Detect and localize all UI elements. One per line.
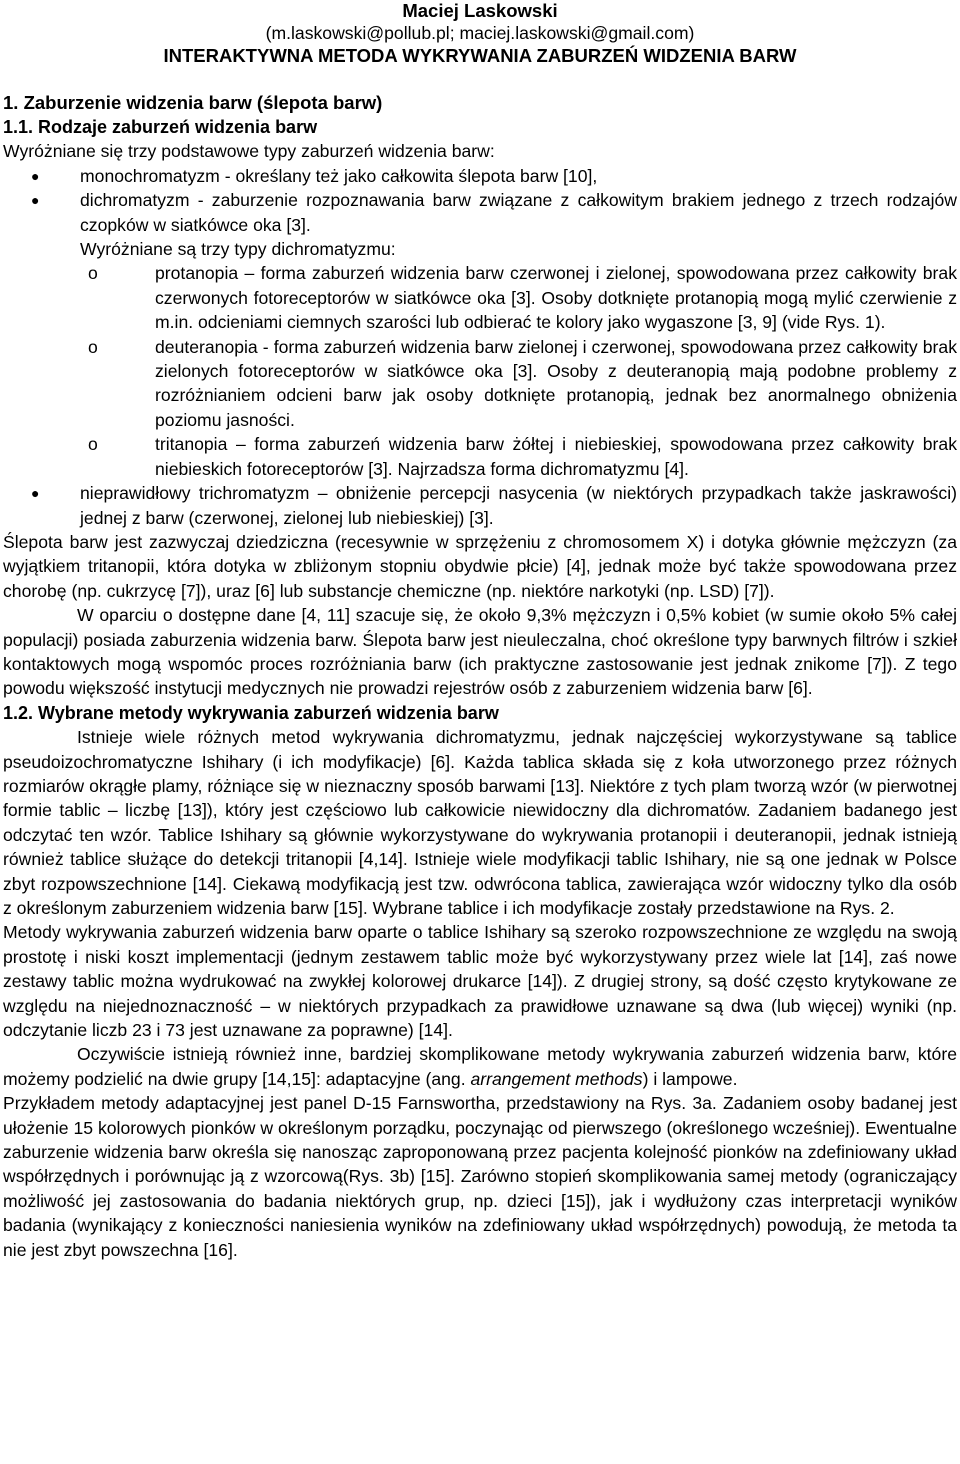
sub-list-item-text: deuteranopia - forma zaburzeń widzenia barw zielonej i czerwonej, spowodowana przez całkowity brak zielonych fotoreceptorów w siatkówce oka [3]. Osoby z deuteranopią mają podobne problemy z rozróżnianiem odcieni barw jak osoby dotknięte protanopią, jednak bez anormalnego obniżenia poziomu jasności. [155, 336, 957, 430]
list-item [3, 188, 957, 481]
bullet-icon: ● [31, 192, 40, 209]
paragraph [3, 1042, 957, 1091]
paragraph: W oparciu o dostępne dane [4, 11] szacuje się, że około 9,3% mężczyzn i 0,5% kobiet (w sumie około 5% całej populacji) posiada zaburzenia widzenia barw. Ślepota barw jest nieuleczalna, choć określone typy barwnych filtrów i szkieł kontaktowych mogą wspomóc proces rozróżniania barw (ich praktyczne zastosowanie jest jednak znikome [7]). Z tego powodu większość instytucji medycznych nie prowadzi rejestrów osób z zaburzeniem widzenia barw [6]. [3, 605, 957, 699]
subsection-heading: 1.1. Rodzaje zaburzeń widzenia barw [3, 117, 318, 137]
author-name: Maciej Laskowski [402, 0, 558, 21]
bullet-icon: ● [31, 167, 40, 184]
paragraph: Przykładem metody adaptacyjnej jest panel D-15 Farnswortha, przedstawiony na Rys. 3a. Zadaniem osoby badanej jest ułożenie 15 kolorowych pionków w określonym porządku, poczynając od pierwszego (określonego wcześniej). Ewentualne zaburzenie widzenia barw określa się nanosząc zaproponowaną przez pacjenta kolejność pionków na zdefiniowany układ współrzędnych i porównując ją z wzorcową(Rys. 3b) [15]. Zarówno stopień skomplikowania samej metody (ograniczający możliwość jej zastosowania do badania niektórych grup, np. dzieci [15]), jak i wydłużony czas interpretacji wyników badania (wynikający z konieczności naniesienia wyników na zdefiniowany układ współrzędnych) powodują, że metoda ta nie jest zbyt powszechna [16]. [3, 1093, 957, 1260]
subsection-heading: 1.2. Wybrane metody wykrywania zaburzeń widzenia barw [3, 702, 499, 723]
sub-list-item-text: protanopia – forma zaburzeń widzenia barw czerwonej i zielonej, spowodowana przez całkowity brak czerwonych fotoreceptorów w siatkówce oka [3]. Osoby dotknięte protanopią mogą mylić czerwienie z m.in. odcieniami ciemnych szarości lub odbierać te kolory jako wygaszone [3, 9] (vide Rys. 1). [155, 263, 957, 333]
paragraph: Ślepota barw jest zazwyczaj dziedziczna (recesywnie w sprzężeniu z chromosomem X) i dotyka głównie mężczyzn (za wyjątkiem tritanopii, która dotyka w zbliżonym stopniu obydwie płcie) [4], jednak może być także spowodowana przez chorobę (np. cukrzycę [7]), uraz [6] lub substancje chemiczne (np. niektóre narkotyki (np. LSD) [7]). [3, 531, 957, 601]
list-item [3, 481, 957, 530]
paragraph: Wyróżniane się trzy podstawowe typy zaburzeń widzenia barw: [3, 141, 495, 162]
spacer [3, 67, 957, 91]
sub-list [80, 261, 957, 481]
paragraph: Metody wykrywania zaburzeń widzenia barw oparte o tablice Ishihary są szeroko rozpowszechnione ze względu na swoją prostotę i niski koszt implementacji (jednym zestawem tablic może być wykorzystywany przez wiele lat [14], zaś nowe zestawy tablic można wydrukować na zwykłej kolorowej drukarce [14]). Z drugiej strony, są dość często krytykowane ze względu na niejednoznaczność – w niektórych przypadkach za prawidłowe uznawane są dwa (lub więcej) wyniki (np. odczytanie liczb 23 i 73 jest uznawane za poprawne) [14]. [3, 922, 957, 1041]
paragraph-text: Oczywiście istnieją również inne, bardziej skomplikowane metody wykrywania zaburzeń widzenia barw, które możemy podzielić na dwie grupy [14,15]: adaptacyjne (ang. [3, 1044, 957, 1089]
paragraph-text: ) i lampowe. [642, 1068, 738, 1089]
paragraph: Istnieje wiele różnych metod wykrywania dichromatyzmu, jednak najczęściej wykorzystywane są tablice pseudoizochromatyczne Ishihary (i ich modyfikacje) [6]. Każda tablica składa się z koła utworzonego przez różnych rozmiarów okrągłe plamy, różniące się w nieznaczny sposób barwami [13]. Niektóre z tych plam tworzą wzór (w pierwotnej formie tablic – liczbę [13]), który jest częściowo lub całkowicie niewidoczny dla dichromatów. Zadaniem badanego jest odczytać ten wzór. Tablice Ishihary są głównie wykorzystywane do wykrywania protanopii i deuteranopii, jednak istnieją również tablice służące do detekcji tritanopii [4,14]. Istnieje wiele modyfikacji tablic Ishihary, nie są one jednak w Polsce zbyt rozpowszechnione [14]. Ciekawą modyfikacją jest tzw. odwrócona tablica, zawierająca wzór widoczny tylko dla osób z określonym zaburzeniem widzenia barw [15]. Wybrane tablice i ich modyfikacje zostały przedstawione na Rys. 2. [3, 727, 957, 918]
list-item [3, 164, 957, 188]
list-item-text: dichromatyzm - zaburzenie rozpoznawania barw związane z całkowitym brakiem jednego z trzech rodzajów czopków w siatkówce oka [3]. [80, 190, 957, 235]
italic-term: arrangement methods [470, 1068, 643, 1089]
sub-list-item-text: tritanopia – forma zaburzeń widzenia barw żółtej i niebieskiej, spowodowana przez całkowity brak niebieskich fotoreceptorów [3]. Najrzadsza forma dichromatyzmu [4]. [155, 434, 957, 479]
bullet-list [3, 164, 957, 530]
author-emails: (m.laskowski@pollub.pl; maciej.laskowski@gmail.com) [265, 23, 695, 43]
circle-bullet-icon: o [88, 336, 98, 357]
list-item-text: monochromatyzm - określany też jako całkowita ślepota barw [10], [80, 165, 598, 186]
circle-bullet-icon: o [88, 434, 98, 455]
list-item-text: nieprawidłowy trichromatyzm – obniżenie percepcji nasycenia (w niektórych przypadkach także jaskrawości) jednej z barw (czerwonej, zielonej lub niebieskiej) [3]. [80, 483, 957, 528]
sublist-intro: Wyróżniane są trzy typy dichromatyzmu: [80, 239, 396, 260]
circle-bullet-icon: o [88, 263, 98, 284]
sub-list-item [3, 432, 957, 481]
section-heading: 1. Zaburzenie widzenia barw (ślepota barw) [3, 92, 383, 113]
sub-list-item [3, 335, 957, 433]
document-title: INTERAKTYWNA METODA WYKRYWANIA ZABURZEŃ WIDZENIA BARW [163, 45, 797, 66]
sub-list-item [3, 261, 957, 334]
bullet-icon: ● [31, 485, 40, 502]
